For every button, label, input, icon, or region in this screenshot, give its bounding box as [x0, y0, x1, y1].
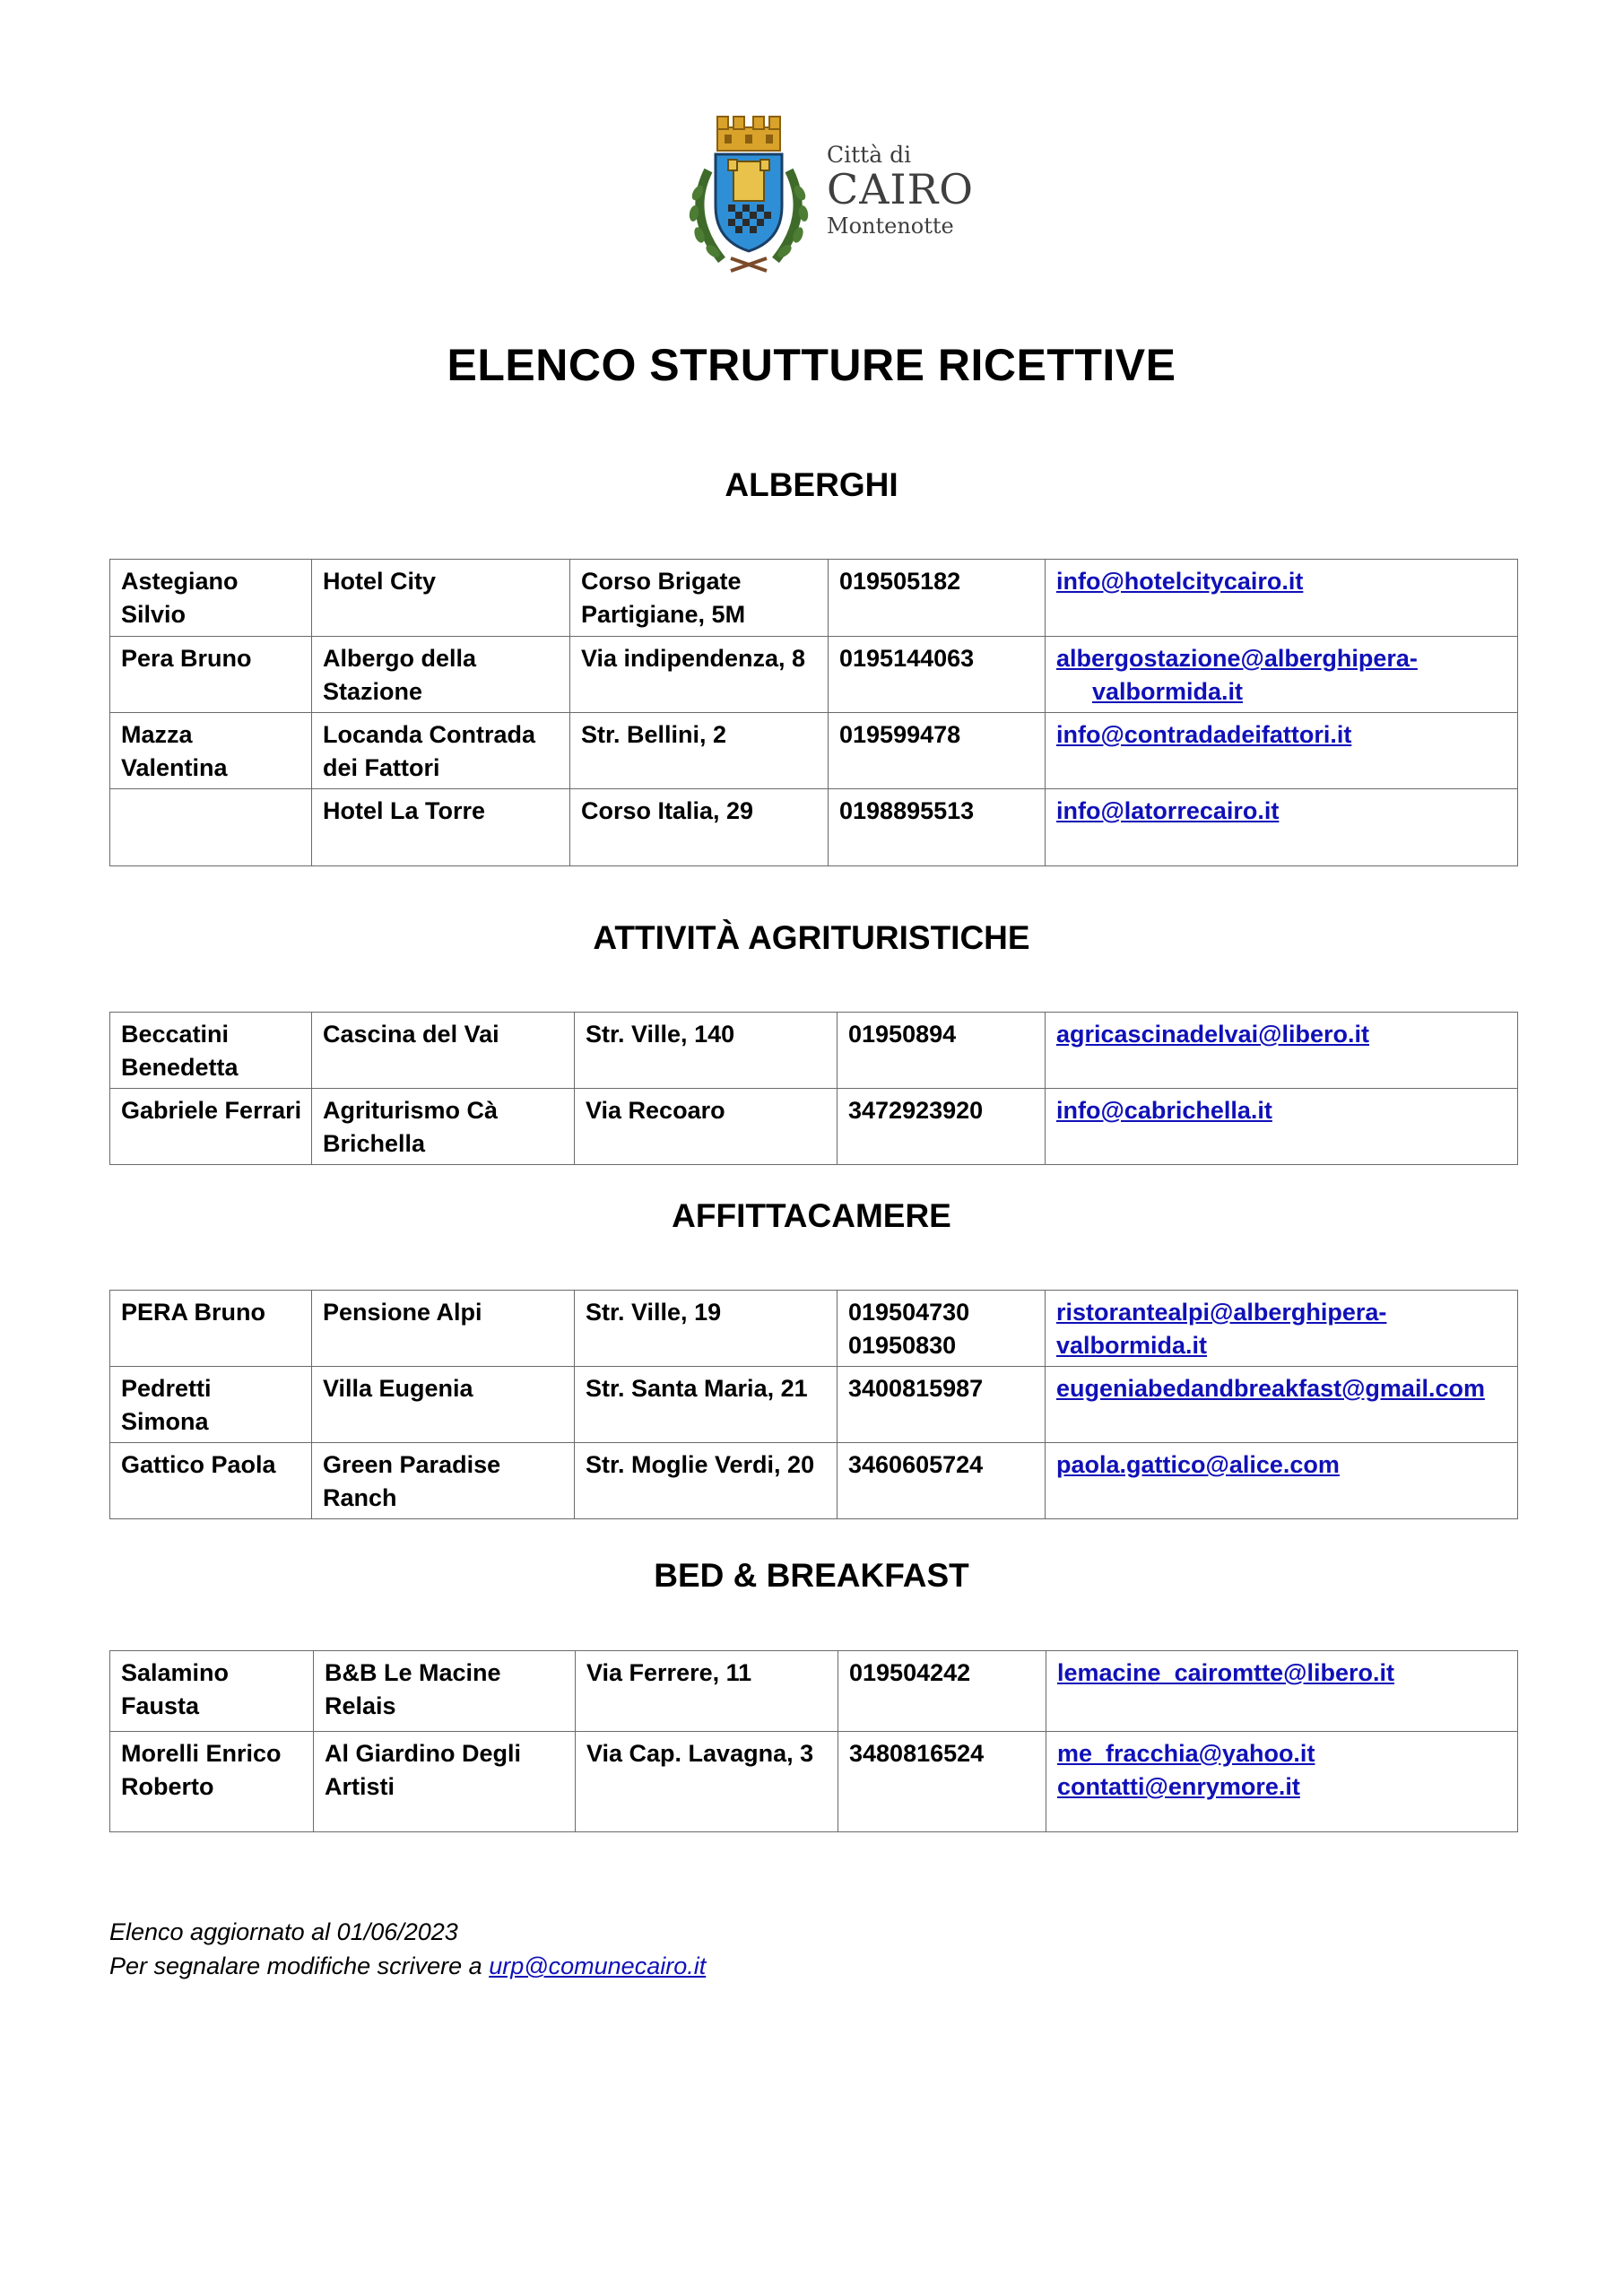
phone-cell: 3472923920: [838, 1089, 1046, 1165]
email-cell: [1046, 1291, 1518, 1367]
update-date-text: Elenco aggiornato al 01/06/2023: [109, 1918, 458, 1945]
email-link[interactable]: paola.gattico@alice.com: [1056, 1451, 1340, 1478]
email-link[interactable]: lemacine_cairomtte@libero.it: [1057, 1659, 1394, 1686]
name-cell: Agriturismo Cà Brichella: [312, 1089, 575, 1165]
email-cell: [1046, 1013, 1518, 1089]
owner-cell: Morelli Enrico Roberto: [110, 1732, 314, 1832]
owner-cell: Gattico Paola: [110, 1443, 312, 1519]
owner-cell: Pera Bruno: [110, 637, 312, 713]
email-link[interactable]: info@contradadeifattori.it: [1056, 721, 1352, 748]
phone-cell: 0195144063: [829, 637, 1046, 713]
owner-cell: PERA Bruno: [110, 1291, 312, 1367]
email-link[interactable]: info@cabrichella.it: [1056, 1097, 1272, 1124]
table-bed-breakfast: [109, 1650, 1518, 1832]
owner-cell: Pedretti Simona: [110, 1367, 312, 1443]
table-row: [110, 1089, 1518, 1165]
name-cell: Pensione Alpi: [312, 1291, 575, 1367]
email-link[interactable]: info@latorrecairo.it: [1056, 797, 1280, 824]
phone-cell: 019599478: [829, 713, 1046, 789]
city-logo: [681, 108, 974, 278]
email-link[interactable]: albergostazione@alberghipera- valbormida.it: [1056, 645, 1418, 705]
table-row: [110, 1443, 1518, 1519]
address-cell: Str. Bellini, 2: [570, 713, 829, 789]
name-cell: Albergo della Stazione: [312, 637, 570, 713]
logo-line-3: Montenotte: [827, 213, 954, 239]
name-cell: Hotel La Torre: [312, 789, 570, 866]
email-cell: [1046, 789, 1518, 866]
table-row: [110, 713, 1518, 789]
table-row: [110, 789, 1518, 866]
address-cell: Str. Ville, 19: [575, 1291, 838, 1367]
email-link[interactable]: info@hotelcitycairo.it: [1056, 568, 1304, 595]
table-agriturismi: [109, 1012, 1518, 1165]
name-cell: Hotel City: [312, 560, 570, 637]
logo-line-2: CAIRO: [827, 165, 974, 213]
email-link[interactable]: agricascinadelvai@libero.it: [1056, 1021, 1369, 1048]
table-alberghi: [109, 559, 1518, 866]
phone-cell: 0198895513: [829, 789, 1046, 866]
address-cell: Str. Ville, 140: [575, 1013, 838, 1089]
address-cell: Str. Moglie Verdi, 20: [575, 1443, 838, 1519]
section-heading-agriturismi: ATTIVITÀ AGRITURISTICHE: [593, 919, 1030, 956]
address-cell: Via Recoaro: [575, 1089, 838, 1165]
table-row: [110, 1651, 1518, 1732]
phone-cell: 01950894: [838, 1013, 1046, 1089]
address-cell: Str. Santa Maria, 21: [575, 1367, 838, 1443]
phone-cell: 019504242: [838, 1651, 1046, 1732]
address-cell: Corso Italia, 29: [570, 789, 829, 866]
email-cell: [1046, 1367, 1518, 1443]
coat-of-arms-icon: [681, 108, 816, 278]
section-heading-affittacamere: AFFITTACAMERE: [672, 1197, 951, 1234]
email-link[interactable]: eugeniabedandbreakfast@gmail.com: [1056, 1375, 1485, 1402]
email-cell: [1046, 560, 1518, 637]
footer-note: [109, 1915, 706, 1983]
owner-cell: Salamino Fausta: [110, 1651, 314, 1732]
phone-cell: 019504730 01950830: [838, 1291, 1046, 1367]
email-link[interactable]: me_fracchia@yahoo.it: [1057, 1740, 1315, 1767]
email-cell: [1046, 1443, 1518, 1519]
table-row: [110, 637, 1518, 713]
section-heading-alberghi: ALBERGHI: [725, 466, 898, 503]
table-row: [110, 560, 1518, 637]
contact-prefix: Per segnalare modifiche scrivere a: [109, 1952, 490, 1979]
name-cell: Green Paradise Ranch: [312, 1443, 575, 1519]
table-affittacamere: [109, 1290, 1518, 1519]
document-title: ELENCO STRUTTURE RICETTIVE: [447, 340, 1176, 390]
phone-cell: 3400815987: [838, 1367, 1046, 1443]
name-cell: Locanda Contrada dei Fattori: [312, 713, 570, 789]
name-cell: Cascina del Vai: [312, 1013, 575, 1089]
email-cell: [1046, 713, 1518, 789]
owner-cell: Beccatini Benedetta: [110, 1013, 312, 1089]
owner-cell: Mazza Valentina: [110, 713, 312, 789]
address-cell: Via Cap. Lavagna, 3: [576, 1732, 838, 1832]
email-cell: [1046, 1732, 1518, 1832]
owner-cell: Gabriele Ferrari: [110, 1089, 312, 1165]
name-cell: Al Giardino Degli Artisti: [314, 1732, 576, 1832]
email-link[interactable]: contatti@enrymore.it: [1057, 1773, 1300, 1800]
table-row: [110, 1013, 1518, 1089]
contact-email-link[interactable]: urp@comunecairo.it: [489, 1952, 707, 1979]
table-row: [110, 1732, 1518, 1832]
address-cell: Via indipendenza, 8: [570, 637, 829, 713]
logo-line-1: Città di: [827, 142, 912, 168]
phone-cell: 019505182: [829, 560, 1046, 637]
section-heading-bed-breakfast: BED & BREAKFAST: [654, 1557, 969, 1594]
table-row: [110, 1367, 1518, 1443]
address-cell: Via Ferrere, 11: [576, 1651, 838, 1732]
owner-cell: Astegiano Silvio: [110, 560, 312, 637]
address-cell: Corso Brigate Partigiane, 5M: [570, 560, 829, 637]
email-cell: [1046, 1651, 1518, 1732]
email-cell: [1046, 637, 1518, 713]
contact-line: [109, 1949, 706, 1983]
email-link[interactable]: ristorantealpi@alberghipera- valbormida.it: [1056, 1299, 1387, 1359]
name-cell: B&B Le Macine Relais: [314, 1651, 576, 1732]
phone-cell: 3460605724: [838, 1443, 1046, 1519]
owner-cell: [110, 789, 312, 866]
email-cell: [1046, 1089, 1518, 1165]
phone-cell: 3480816524: [838, 1732, 1046, 1832]
table-row: [110, 1291, 1518, 1367]
name-cell: Villa Eugenia: [312, 1367, 575, 1443]
